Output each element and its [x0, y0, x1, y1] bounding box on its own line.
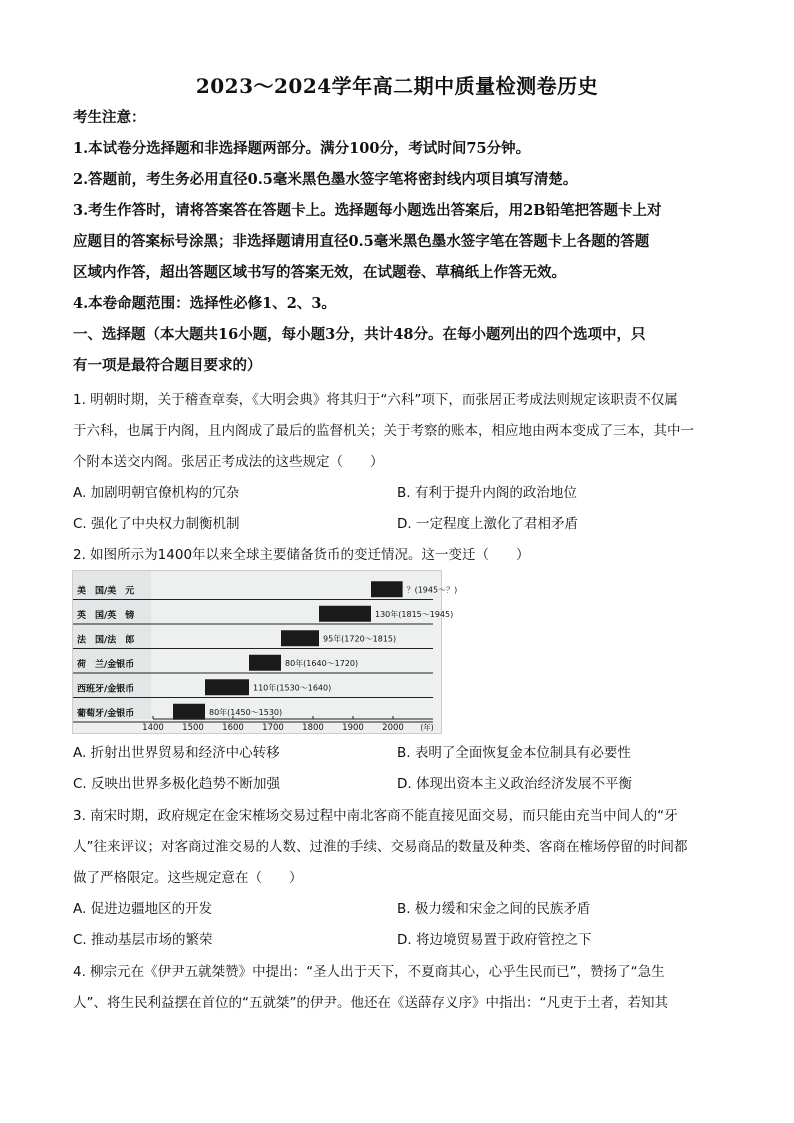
category-label: 荷 兰/金银币 [77, 659, 135, 670]
category-label: 葡萄牙/金银币 [77, 708, 135, 719]
q1-option-c[interactable]: C. 强化了中央权力制衡机制 [73, 516, 240, 532]
section-heading: 一、选择题（本大题共16小题，每小题3分，共计48分。在每小题列出的四个选项中，只 [73, 326, 646, 343]
q4-stem: 人”、将生民利益摆在首位的“五就桀”的伊尹。他还在《送薛存义序》中指出：“凡吏于土者，若知其 [73, 995, 668, 1011]
q1-stem: 1. 明朝时期，关于稽查章奏，《大明会典》将其归于“六科”项下，而张居正考成法则规定该职责不仅属 [73, 392, 678, 408]
x-axis-unit: (年) [420, 723, 434, 732]
category-label: 西班牙/金银币 [77, 684, 135, 695]
q4-stem: 4. 柳宗元在《伊尹五就桀赞》中提出：“圣人出于天下，不夏商其心，心乎生民而已”，赞扬了“急生 [73, 964, 665, 980]
q3-option-d[interactable]: D. 将边境贸易置于政府管控之下 [397, 932, 592, 948]
x-tick-label: 2000 [382, 723, 404, 733]
notice-item: 3.考生作答时，请将答案答在答题卡上。选择题每小题选出答案后，用2B铅笔把答题卡上对 [73, 202, 662, 219]
x-tick-label: 1500 [182, 723, 204, 733]
period-bar [173, 704, 205, 720]
q3-stem: 做了严格限定。这些规定意在（ ） [73, 870, 303, 886]
notice-item: 区域内作答，超出答题区域书写的答案无效，在试题卷、草稿纸上作答无效。 [73, 264, 566, 281]
q1-option-a[interactable]: A. 加剧明朝官僚机构的冗杂 [73, 485, 240, 501]
x-tick-label: 1700 [262, 723, 284, 733]
bar-data-label: 95年(1720～1815) [323, 634, 397, 644]
period-bar [319, 606, 371, 622]
period-bar [205, 679, 249, 695]
q3-stem: 人”往来评议；对客商过淮交易的人数、过淮的手续、交易商品的数量及种类、客商在榷场停留的时间都 [73, 839, 688, 855]
q3-option-a[interactable]: A. 促进边疆地区的开发 [73, 901, 213, 917]
x-tick-label: 1900 [342, 723, 364, 733]
q1-stem: 个附本送交内阁。张居正考成法的这些规定（ ） [73, 454, 384, 470]
period-bar [249, 655, 281, 671]
category-label: 法 国/法 郎 [77, 635, 135, 646]
category-label: 英 国/英 镑 [77, 610, 135, 621]
page-title: 2023～2024学年高二期中质量检测卷历史 [195, 74, 599, 98]
q3-stem: 3. 南宋时期，政府规定在金宋榷场交易过程中南北客商不能直接见面交易，而只能由充当中间人的“牙 [73, 808, 678, 824]
section-heading-cont: 有一项是最符合题目要求的） [73, 357, 262, 374]
q2-option-a[interactable]: A. 折射出世界贸易和经济中心转移 [73, 745, 280, 761]
q3-option-c[interactable]: C. 推动基层市场的繁荣 [73, 932, 213, 948]
x-tick-label: 1600 [222, 723, 244, 733]
q1-option-b[interactable]: B. 有利于提升内阁的政治地位 [397, 485, 577, 501]
notice-item: 2.答题前，考生务必用直径0.5毫米黑色墨水签字笔将密封线内项目填写清楚。 [73, 171, 578, 188]
q1-stem: 于六科，也属于内阁，且内阁成了最后的监督机关；关于考察的账本，相应地由两本变成了三本，其中一 [73, 423, 694, 439]
period-bar [281, 630, 319, 646]
reserve-currency-chart [72, 570, 458, 734]
q2-option-d[interactable]: D. 体现出资本主义政治经济发展不平衡 [397, 776, 632, 792]
bar-data-label: 110年(1530～1640) [253, 683, 332, 693]
q2-option-b[interactable]: B. 表明了全面恢复金本位制具有必要性 [397, 745, 631, 761]
q3-option-b[interactable]: B. 极力缓和宋金之间的民族矛盾 [397, 901, 591, 917]
period-bar [371, 581, 403, 597]
q1-option-d[interactable]: D. 一定程度上激化了君相矛盾 [397, 516, 578, 532]
notice-item: 4.本卷命题范围：选择性必修1、2、3。 [73, 295, 336, 312]
x-tick-label: 1400 [142, 723, 164, 733]
notice-item: 应题目的答案标号涂黑；非选择题请用直径0.5毫米黑色墨水签字笔在答题卡上各题的答题 [73, 233, 650, 250]
x-tick-label: 1800 [302, 723, 324, 733]
bar-data-label: 80年(1640～1720) [285, 658, 359, 668]
bar-data-label: 80年(1450～1530) [209, 707, 283, 717]
notice-heading: 考生注意： [73, 109, 146, 126]
category-label: 美 国/美 元 [77, 586, 135, 597]
bar-data-label: 130年(1815～1945) [375, 609, 454, 619]
bar-data-label: ？(1945～？) [406, 585, 458, 595]
q2-option-c[interactable]: C. 反映出世界多极化趋势不断加强 [73, 776, 281, 792]
q2-stem: 2. 如图所示为1400年以来全球主要储备货币的变迁情况。这一变迁（ ） [73, 547, 530, 563]
notice-item: 1.本试卷分选择题和非选择题两部分。满分100分，考试时间75分钟。 [73, 140, 531, 157]
